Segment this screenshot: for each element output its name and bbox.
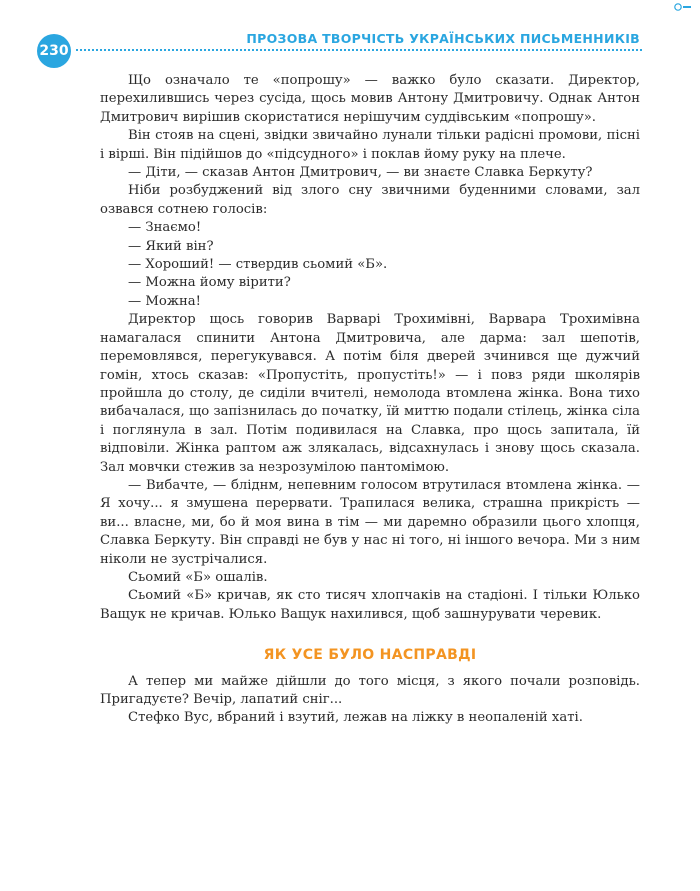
paragraph: А тепер ми майже дійшли до того місця, з якого почали розповідь. Пригадуєте? Вечір, лапатий сніг...: [100, 673, 640, 707]
section-title: ЯК УСЕ БУЛО НАСПРАВДІ: [263, 647, 477, 664]
paragraph: — Діти, — сказав Антон Дмитрович, — ви знаєте Славка Беркуту?: [128, 165, 593, 181]
paragraph: Директор щось говорив Варварі Трохимівні, Варвара Трохимівна намагалася спинити Антона Дмитровича, але дарма: зал шепотів, перемовлявся, перегукувався. А потім біля дверей зчинився ще дужчий гомін, хтось сказав: «Пропустіть, пропустіть!» — і повз ряди школярів пройшла до столу, де сиділи вчителі, немолода втомлена жінка. Вона тихо вибачалася, що запізнилась до початку, їй миттю подали стілець, жінка сіла і поглянула в зал. Потім подивилася на Славка, про щось запитала, їй відповіли. Жінка раптом аж злякалась, відсахнулась і знову щось сказала. Зал мовчки стежив за незрозумілою пантомімою.: [100, 312, 640, 475]
paragraph: — Можна йому вірити?: [128, 275, 291, 291]
paragraphs-after: [100, 673, 640, 728]
paragraph: Що означало те «попрошу» — важко було сказати. Директор, перехилившись через сусіда, щось мовив Антону Дмитровичу. Однак Антон Дмитрович вирішив скористатися нерішучим суддівським «попрошу».: [100, 73, 640, 125]
paragraph: — Можна!: [128, 293, 201, 309]
page-body: [100, 72, 640, 728]
page-number: 230: [39, 43, 69, 59]
paragraph: Ніби розбуджений від злого сну звичними буденними словами, зал озвався сотнею голосів:: [100, 183, 640, 217]
header-dotted-rule: [76, 49, 642, 51]
paragraphs-before: [100, 72, 640, 624]
page-number-badge: [37, 34, 71, 68]
paragraph: Сьомий «Б» ошалів.: [128, 569, 268, 585]
paragraph: Сьомий «Б» кричав, як сто тисяч хлопчаків на стадіоні. І тільки Юлько Ващук не кричав. Юлько Ващук нахилився, щоб зашнурувати черевик.: [100, 588, 640, 622]
paragraph: — Який він?: [128, 238, 214, 254]
paragraph: — Хороший! — ствердив сьомий «Б».: [128, 257, 388, 273]
paragraph: — Знаємо!: [128, 220, 202, 236]
running-title: ПРОЗОВА ТВОРЧІСТЬ УКРАЇНСЬКИХ ПИСЬМЕННИКІВ: [246, 31, 640, 46]
paragraph: Стефко Вус, вбраний і взутий, лежав на ліжку в неопаленій хаті.: [128, 710, 583, 726]
publisher-logo-icon: [674, 2, 692, 12]
paragraph: — Вибачте, — бліднм, непевним голосом втрутилася втомлена жінка. — Я хочу... я змушена перервати. Трапилася велика, страшна прикрість — ви... власне, ми, бо й моя вина в тім — ми даремно образили цього хлопця, Славка Беркуту. Він справді не був у нас ні того, ні іншого вечора. Ми з ним ніколи не зустрічалися.: [100, 477, 640, 567]
paragraph: Він стояв на сцені, звідки звичайно лунали тільки радісні промови, пісні і вірші. Він підійшов до «підсудного» і поклав йому руку на плече.: [100, 128, 640, 162]
